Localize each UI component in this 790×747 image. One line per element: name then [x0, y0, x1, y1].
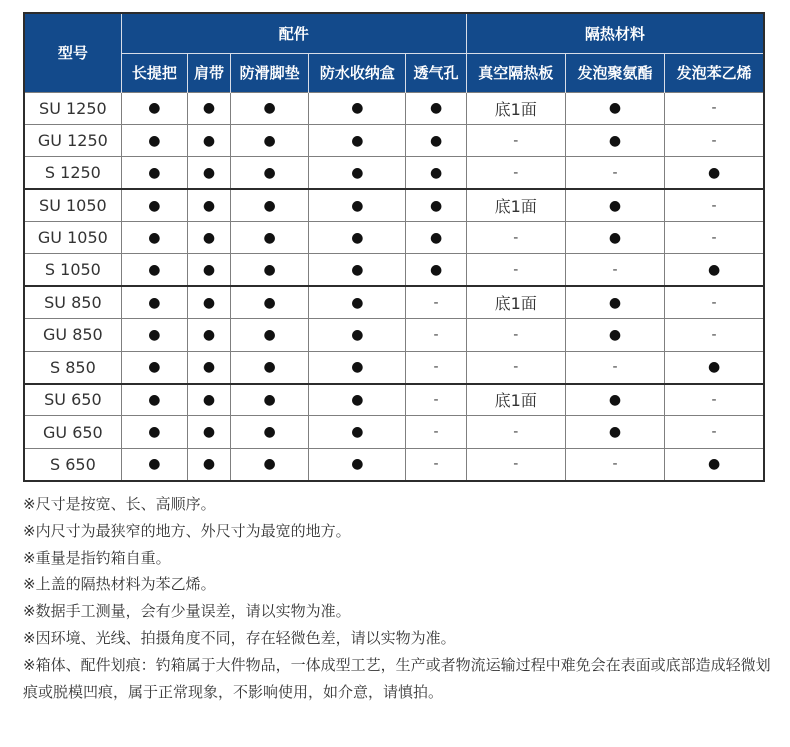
feature-absent-cell: - [406, 448, 466, 480]
feature-absent-cell: - [665, 222, 764, 254]
feature-present-cell: ● [565, 286, 664, 318]
column-header: 防水收纳盒 [309, 53, 406, 92]
feature-present-cell: ● [309, 286, 406, 318]
table-row [24, 92, 764, 124]
feature-present-cell: ● [121, 254, 187, 286]
model-cell: S 850 [24, 351, 121, 383]
feature-absent-cell: - [466, 254, 565, 286]
model-cell: SU 850 [24, 286, 121, 318]
note-line: ※尺寸是按宽、长、高顺序。 [23, 495, 216, 513]
feature-absent-cell: - [406, 416, 466, 448]
feature-present-cell: ● [406, 157, 466, 189]
table-row [24, 189, 764, 221]
feature-absent-cell: - [665, 286, 764, 318]
feature-present-cell: ● [187, 92, 230, 124]
feature-absent-cell: - [565, 254, 664, 286]
feature-present-cell: ● [565, 384, 664, 416]
feature-present-cell: ● [121, 448, 187, 480]
model-cell: SU 1250 [24, 92, 121, 124]
note-line: ※数据手工测量，会有少量误差，请以实物为准。 [23, 602, 351, 621]
feature-absent-cell: - [406, 351, 466, 383]
feature-absent-cell: - [565, 351, 664, 383]
feature-present-cell: ● [309, 384, 406, 416]
feature-present-cell: ● [665, 157, 764, 189]
note-line: ※箱体、配件划痕：钓箱属于大件物品，一体成型工艺，生产或者物流运输过程中难免会在表面或底部造成轻微划痕或脱模凹痕，属于正常现象，不影响使用，如介意，请慎拍。 [23, 655, 771, 701]
feature-present-cell: ● [309, 448, 406, 480]
feature-absent-cell: - [665, 384, 764, 416]
feature-present-cell: ● [406, 222, 466, 254]
feature-absent-cell: - [665, 319, 764, 351]
feature-present-cell: ● [121, 157, 187, 189]
feature-present-cell: ● [231, 286, 309, 318]
feature-present-cell: ● [121, 384, 187, 416]
feature-present-cell: ● [121, 92, 187, 124]
feature-present-cell: ● [187, 124, 230, 156]
feature-absent-cell: - [665, 92, 764, 124]
model-cell: GU 650 [24, 416, 121, 448]
note-line: ※重量是指钓箱自重。 [23, 548, 171, 567]
feature-present-cell: ● [187, 319, 230, 351]
feature-present-cell: ● [231, 319, 309, 351]
model-cell: S 1050 [24, 254, 121, 286]
model-cell: GU 1250 [24, 124, 121, 156]
feature-absent-cell: - [406, 319, 466, 351]
feature-present-cell: ● [309, 416, 406, 448]
column-header: 透气孔 [406, 53, 466, 92]
feature-present-cell: ● [406, 254, 466, 286]
feature-value-cell: 底1面 [466, 92, 565, 124]
feature-present-cell: ● [231, 448, 309, 480]
model-cell: GU 1050 [24, 222, 121, 254]
column-header: 真空隔热板 [466, 53, 565, 92]
feature-present-cell: ● [231, 189, 309, 221]
spec-table [23, 12, 765, 482]
feature-present-cell: ● [309, 254, 406, 286]
accessories-group-header: 配件 [121, 13, 466, 53]
feature-present-cell: ● [231, 384, 309, 416]
feature-present-cell: ● [565, 416, 664, 448]
feature-absent-cell: - [466, 222, 565, 254]
feature-present-cell: ● [187, 448, 230, 480]
feature-present-cell: ● [309, 157, 406, 189]
feature-present-cell: ● [309, 222, 406, 254]
feature-present-cell: ● [565, 222, 664, 254]
feature-present-cell: ● [565, 124, 664, 156]
feature-present-cell: ● [121, 124, 187, 156]
feature-absent-cell: - [565, 157, 664, 189]
feature-present-cell: ● [187, 384, 230, 416]
feature-present-cell: ● [665, 351, 764, 383]
feature-absent-cell: - [406, 384, 466, 416]
feature-present-cell: ● [187, 351, 230, 383]
feature-present-cell: ● [187, 189, 230, 221]
feature-absent-cell: - [565, 448, 664, 480]
feature-absent-cell: - [466, 351, 565, 383]
column-header: 发泡苯乙烯 [665, 53, 764, 92]
table-row [24, 124, 764, 156]
feature-present-cell: ● [231, 222, 309, 254]
feature-present-cell: ● [187, 222, 230, 254]
feature-present-cell: ● [121, 222, 187, 254]
feature-absent-cell: - [466, 448, 565, 480]
model-cell: SU 650 [24, 384, 121, 416]
feature-present-cell: ● [565, 319, 664, 351]
table-row [24, 157, 764, 189]
feature-present-cell: ● [187, 254, 230, 286]
feature-present-cell: ● [231, 92, 309, 124]
table-row [24, 319, 764, 351]
feature-present-cell: ● [231, 124, 309, 156]
insulation-group-header: 隔热材料 [466, 13, 764, 53]
feature-present-cell: ● [565, 189, 664, 221]
model-column-header: 型号 [24, 13, 121, 92]
feature-present-cell: ● [309, 92, 406, 124]
model-cell: S 1250 [24, 157, 121, 189]
notes-section [23, 491, 783, 705]
model-cell: S 650 [24, 448, 121, 480]
feature-present-cell: ● [187, 416, 230, 448]
feature-present-cell: ● [665, 448, 764, 480]
note-line: ※因环境、光线、拍摄角度不同，存在轻微色差，请以实物为准。 [23, 628, 456, 647]
feature-present-cell: ● [309, 124, 406, 156]
feature-absent-cell: - [665, 189, 764, 221]
feature-present-cell: ● [187, 286, 230, 318]
feature-value-cell: 底1面 [466, 189, 565, 221]
feature-absent-cell: - [406, 286, 466, 318]
feature-present-cell: ● [406, 92, 466, 124]
feature-present-cell: ● [231, 157, 309, 189]
feature-present-cell: ● [121, 416, 187, 448]
feature-present-cell: ● [309, 189, 406, 221]
table-row [24, 286, 764, 318]
feature-present-cell: ● [309, 351, 406, 383]
spec-table-container [23, 12, 765, 482]
model-cell: GU 850 [24, 319, 121, 351]
feature-present-cell: ● [121, 319, 187, 351]
feature-absent-cell: - [466, 319, 565, 351]
table-row [24, 416, 764, 448]
column-header: 防滑脚垫 [231, 53, 309, 92]
feature-present-cell: ● [231, 351, 309, 383]
feature-present-cell: ● [406, 124, 466, 156]
column-header-row [24, 53, 764, 92]
feature-present-cell: ● [309, 319, 406, 351]
table-row [24, 254, 764, 286]
table-row [24, 351, 764, 383]
feature-present-cell: ● [231, 416, 309, 448]
feature-present-cell: ● [121, 286, 187, 318]
feature-absent-cell: - [466, 416, 565, 448]
column-header: 发泡聚氨酯 [565, 53, 664, 92]
feature-present-cell: ● [121, 189, 187, 221]
feature-value-cell: 底1面 [466, 384, 565, 416]
feature-present-cell: ● [665, 254, 764, 286]
feature-absent-cell: - [665, 124, 764, 156]
note-line: ※上盖的隔热材料为苯乙烯。 [23, 575, 216, 594]
table-body [24, 92, 764, 481]
table-row [24, 448, 764, 480]
feature-absent-cell: - [466, 124, 565, 156]
feature-value-cell: 底1面 [466, 286, 565, 318]
feature-present-cell: ● [565, 92, 664, 124]
model-cell: SU 1050 [24, 189, 121, 221]
note-line: ※内尺寸为最狭窄的地方、外尺寸为最宽的地方。 [23, 521, 351, 540]
feature-present-cell: ● [121, 351, 187, 383]
feature-present-cell: ● [187, 157, 230, 189]
table-row [24, 222, 764, 254]
table-row [24, 384, 764, 416]
column-header: 长提把 [121, 53, 187, 92]
feature-absent-cell: - [665, 416, 764, 448]
feature-absent-cell: - [466, 157, 565, 189]
column-header: 肩带 [187, 53, 230, 92]
feature-present-cell: ● [406, 189, 466, 221]
feature-present-cell: ● [231, 254, 309, 286]
